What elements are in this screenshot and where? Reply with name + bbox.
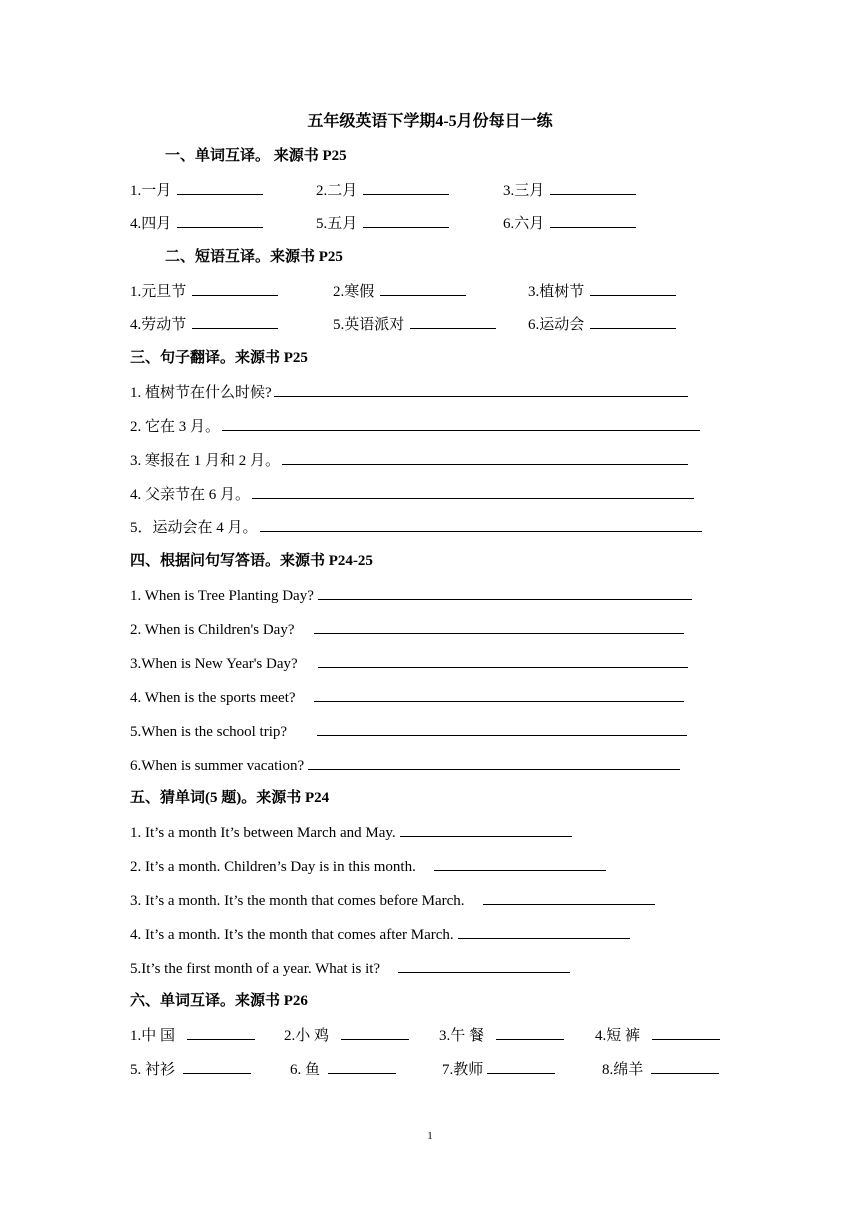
answer-blank[interactable] — [590, 314, 676, 329]
vocab-item: 3.三月 — [503, 180, 636, 201]
translation-item: 5．运动会在 4 月。 — [130, 517, 702, 538]
phrase-item: 6.运动会 — [528, 314, 676, 335]
answer-blank[interactable] — [651, 1059, 719, 1074]
answer-blank[interactable] — [282, 450, 688, 465]
riddle-item: 2. It’s a month. Children’s Day is in this month. — [130, 856, 606, 877]
vocab-item: 1.中 国 — [130, 1025, 255, 1046]
answer-blank[interactable] — [318, 653, 688, 668]
vocab-item: 3.午 餐 — [439, 1025, 564, 1046]
phrase-item: 3.植树节 — [528, 281, 676, 302]
answer-blank[interactable] — [177, 213, 263, 228]
vocab-item: 2.小 鸡 — [284, 1025, 409, 1046]
phrase-item: 2.寒假 — [333, 281, 466, 302]
vocab-item: 7.教师 — [442, 1059, 555, 1080]
riddle-item: 1. It’s a month It’s between March and May. — [130, 822, 572, 843]
question-item: 5.When is the school trip? — [130, 721, 687, 742]
section-6-heading: 六、单词互译。来源书 P26 — [130, 993, 308, 1009]
answer-blank[interactable] — [274, 382, 688, 397]
page-title: 五年级英语下学期4-5月份每日一练 — [307, 113, 553, 130]
translation-item: 3. 寒报在 1 月和 2 月。 — [130, 450, 688, 471]
answer-blank[interactable] — [400, 822, 572, 837]
section-4-heading: 四、根据问句写答语。来源书 P24-25 — [130, 553, 373, 569]
vocab-item: 4.四月 — [130, 213, 263, 234]
answer-blank[interactable] — [458, 924, 630, 939]
translation-item: 2. 它在 3 月。 — [130, 416, 700, 437]
answer-blank[interactable] — [314, 619, 684, 634]
riddle-item: 3. It’s a month. It’s the month that comes before March. — [130, 890, 655, 911]
phrase-item: 5.英语派对 — [333, 314, 496, 335]
answer-blank[interactable] — [434, 856, 606, 871]
vocab-item: 5.五月 — [316, 213, 449, 234]
answer-blank[interactable] — [363, 213, 449, 228]
answer-blank[interactable] — [652, 1025, 720, 1040]
question-item: 1. When is Tree Planting Day? — [130, 585, 692, 606]
answer-blank[interactable] — [487, 1059, 555, 1074]
vocab-item: 1.一月 — [130, 180, 263, 201]
answer-blank[interactable] — [308, 755, 680, 770]
question-item: 4. When is the sports meet? — [130, 687, 684, 708]
answer-blank[interactable] — [177, 180, 263, 195]
answer-blank[interactable] — [590, 281, 676, 296]
vocab-item: 5. 衬衫 — [130, 1059, 251, 1080]
riddle-item: 4. It’s a month. It’s the month that comes after March. — [130, 924, 630, 945]
answer-blank[interactable] — [222, 416, 700, 431]
answer-blank[interactable] — [192, 314, 278, 329]
answer-blank[interactable] — [398, 958, 570, 973]
answer-blank[interactable] — [318, 585, 692, 600]
section-5-heading: 五、猜单词(5 题)。来源书 P24 — [130, 790, 330, 806]
answer-blank[interactable] — [183, 1059, 251, 1074]
answer-blank[interactable] — [483, 890, 655, 905]
answer-blank[interactable] — [380, 281, 466, 296]
answer-blank[interactable] — [260, 517, 702, 532]
answer-blank[interactable] — [550, 213, 636, 228]
answer-blank[interactable] — [314, 687, 684, 702]
answer-blank[interactable] — [317, 721, 687, 736]
vocab-item: 8.绵羊 — [602, 1059, 719, 1080]
vocab-item: 4.短 裤 — [595, 1025, 720, 1046]
question-item: 2. When is Children's Day? — [130, 619, 684, 640]
answer-blank[interactable] — [192, 281, 278, 296]
riddle-item: 5.It’s the first month of a year. What is it? — [130, 958, 570, 979]
phrase-item: 1.元旦节 — [130, 281, 278, 302]
section-1-heading: 一、单词互译。 来源书 P25 — [165, 148, 347, 164]
answer-blank[interactable] — [252, 484, 694, 499]
vocab-item: 6. 鱼 — [290, 1059, 396, 1080]
answer-blank[interactable] — [328, 1059, 396, 1074]
answer-blank[interactable] — [550, 180, 636, 195]
section-3-heading: 三、句子翻译。来源书 P25 — [130, 350, 308, 366]
phrase-item: 4.劳动节 — [130, 314, 278, 335]
answer-blank[interactable] — [410, 314, 496, 329]
question-item: 6.When is summer vacation? — [130, 755, 680, 776]
translation-item: 1. 植树节在什么时候? — [130, 382, 688, 403]
translation-item: 4. 父亲节在 6 月。 — [130, 484, 694, 505]
answer-blank[interactable] — [496, 1025, 564, 1040]
answer-blank[interactable] — [187, 1025, 255, 1040]
vocab-item: 6.六月 — [503, 213, 636, 234]
vocab-item: 2.二月 — [316, 180, 449, 201]
page-number: 1 — [427, 1130, 433, 1142]
section-2-heading: 二、短语互译。来源书 P25 — [165, 249, 343, 265]
question-item: 3.When is New Year's Day? — [130, 653, 688, 674]
answer-blank[interactable] — [341, 1025, 409, 1040]
answer-blank[interactable] — [363, 180, 449, 195]
